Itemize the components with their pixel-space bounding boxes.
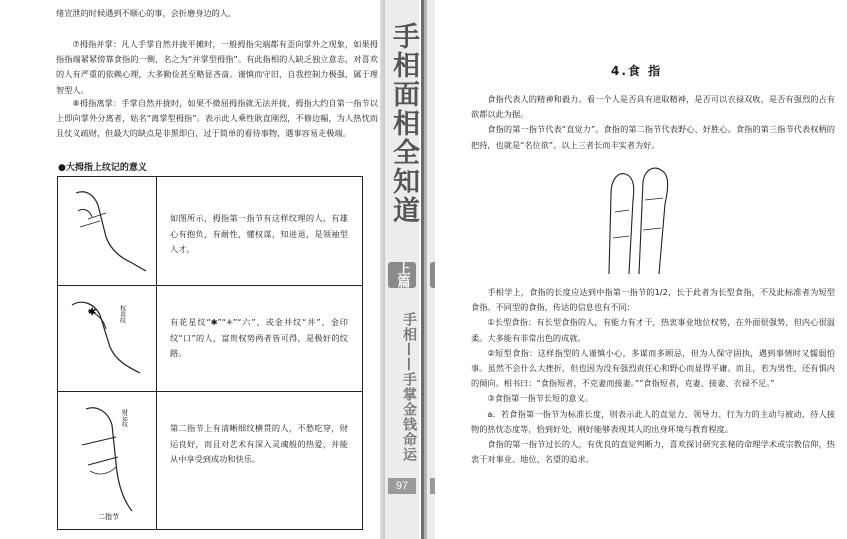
intro-text bbox=[471, 92, 835, 153]
figure-label: 财运纹 bbox=[120, 409, 128, 427]
book-spine bbox=[421, 0, 424, 539]
paragraph-thumb-apart: ⑧拇指离掌：手掌自然并拢时，如果不微屈拇指就无法并拢，拇指大约自第一指节以上即向掌外分离者，姑名“离掌型拇指”。表示此人乘性耿直刚烈，不修边幅，为人热忱而且仗义疏财，但最大的缺点是非黑即白，过于简单的看待事物，遇事容易走极端。 bbox=[56, 98, 378, 139]
chapter-badge: 上篇 bbox=[388, 262, 416, 288]
chapter-subtitle: 手相——手掌金钱命运 bbox=[401, 312, 417, 462]
thumb-lines-table bbox=[57, 176, 363, 530]
book-title: 手相面相全知道 bbox=[388, 22, 419, 225]
thumb-illustration bbox=[58, 177, 157, 285]
paragraph: 食指代表人的精神和毅力。看一个人是否具有进取精神，是否可以衣禄双收，是否有强烈的占有欲都以此为据。 bbox=[471, 94, 835, 120]
paragraph: ③食指第一指节长短的意义。 bbox=[487, 393, 593, 404]
paragraph: ②短型食指：这样指型的人谨慎小心，多谋而多顾忌，但为人保守固执，遇到事情时又懦弱怕事。虽然不会什么大挫折，但也因为没有强烈责任心和野心而显得平庸。而且，若为男性，还有惧内的倾向。相书曰：“食指短者，不克妻而接妻。”“食指短者，克妻、接妻、衣禄不足。” bbox=[471, 347, 835, 389]
right-page bbox=[435, 0, 847, 539]
section-heading: 4.食 指 bbox=[611, 64, 663, 78]
thumb-illustration bbox=[58, 391, 157, 529]
figure-label: 二指节 bbox=[98, 513, 119, 521]
table-cell-text: 如图所示，拇指第一指节有这样纹理的人，有雄心有抱负，有耐性，懂权谋，知进退，是领袖型人才。 bbox=[170, 213, 348, 254]
body-text bbox=[471, 285, 835, 467]
paragraph-thumb-together: ⑦拇指并掌：凡人手掌自然并拢平摊时，一般拇指尖端都有歪向掌外之现象，如果拇指指端紧紧傍靠食指的一侧，名之为“并掌型拇指”。有此指相的人缺乏独立意志，对喜欢的人有严重的依赖心理，大多勤俭甚至略显吝啬。谨慎而守旧，自我控制力极强，属于理智型人。 bbox=[56, 39, 378, 95]
left-page bbox=[0, 0, 380, 539]
paragraph: 手相学上，食指的长度应达到中指第一指节的1/2，长于此者为长型食指，不及此标准者为短型食指。不同型的食指，传达的信息也有不同： bbox=[471, 287, 835, 313]
table-cell-text: 有花星纹“✱”“✳”“六”，或金井纹“井”，金印纹“口”的人，富贵权势两者皆可得，是极好的纹路。 bbox=[170, 317, 348, 358]
table-row bbox=[58, 391, 362, 529]
table-row bbox=[58, 285, 362, 392]
paragraph: a．若食指第一指节为标准长度，则表示此人的直觉力、领导力、行为力的主动与被动，待人接物的热忱态度等，恰到好处，刚好能够表现其人的出身环境与教育程度。 bbox=[471, 408, 835, 434]
paragraph: 食指的第一指节过长的人，有优良的直觉判断力，喜欢探讨研究玄秘的命理学术或宗教信仰，热衷于对事业、地位、名望的追求。 bbox=[471, 439, 835, 465]
figure-label: 权贵纹 bbox=[118, 305, 126, 323]
paragraph: 食指的第一指节代表“直觉力”。食指的第二指节代表野心、好胜心。食指的第三指节代表权柄的把持，也就是“名位欲”。以上三者长而丰实者为好。 bbox=[471, 124, 835, 150]
paragraph-continuation: 绪宣泄的时候遇到不顺心的事，会折磨身边的人。 bbox=[56, 8, 237, 18]
page-number: 97 bbox=[388, 478, 416, 494]
paragraph: ①长型食指：有长型食指的人，有能力有才干，热衷事业地位权势，在外面很强势，但内心很温柔。大多能有非常出色的成就。 bbox=[471, 317, 835, 343]
index-finger-illustration bbox=[599, 164, 685, 276]
table-cell-text: 第二指节上有清晰细纹横贯的人，不愁吃穿，财运良好，而且对艺术有深入灵魂般的热爱，并能从中享受到成功和快乐。 bbox=[170, 423, 348, 464]
left-side-column bbox=[385, 0, 419, 539]
thumb-illustration bbox=[58, 285, 157, 391]
section-title: ●大拇指上纹记的意义 bbox=[58, 163, 147, 173]
star-mark: ✱ bbox=[88, 307, 97, 318]
table-row bbox=[58, 177, 362, 286]
